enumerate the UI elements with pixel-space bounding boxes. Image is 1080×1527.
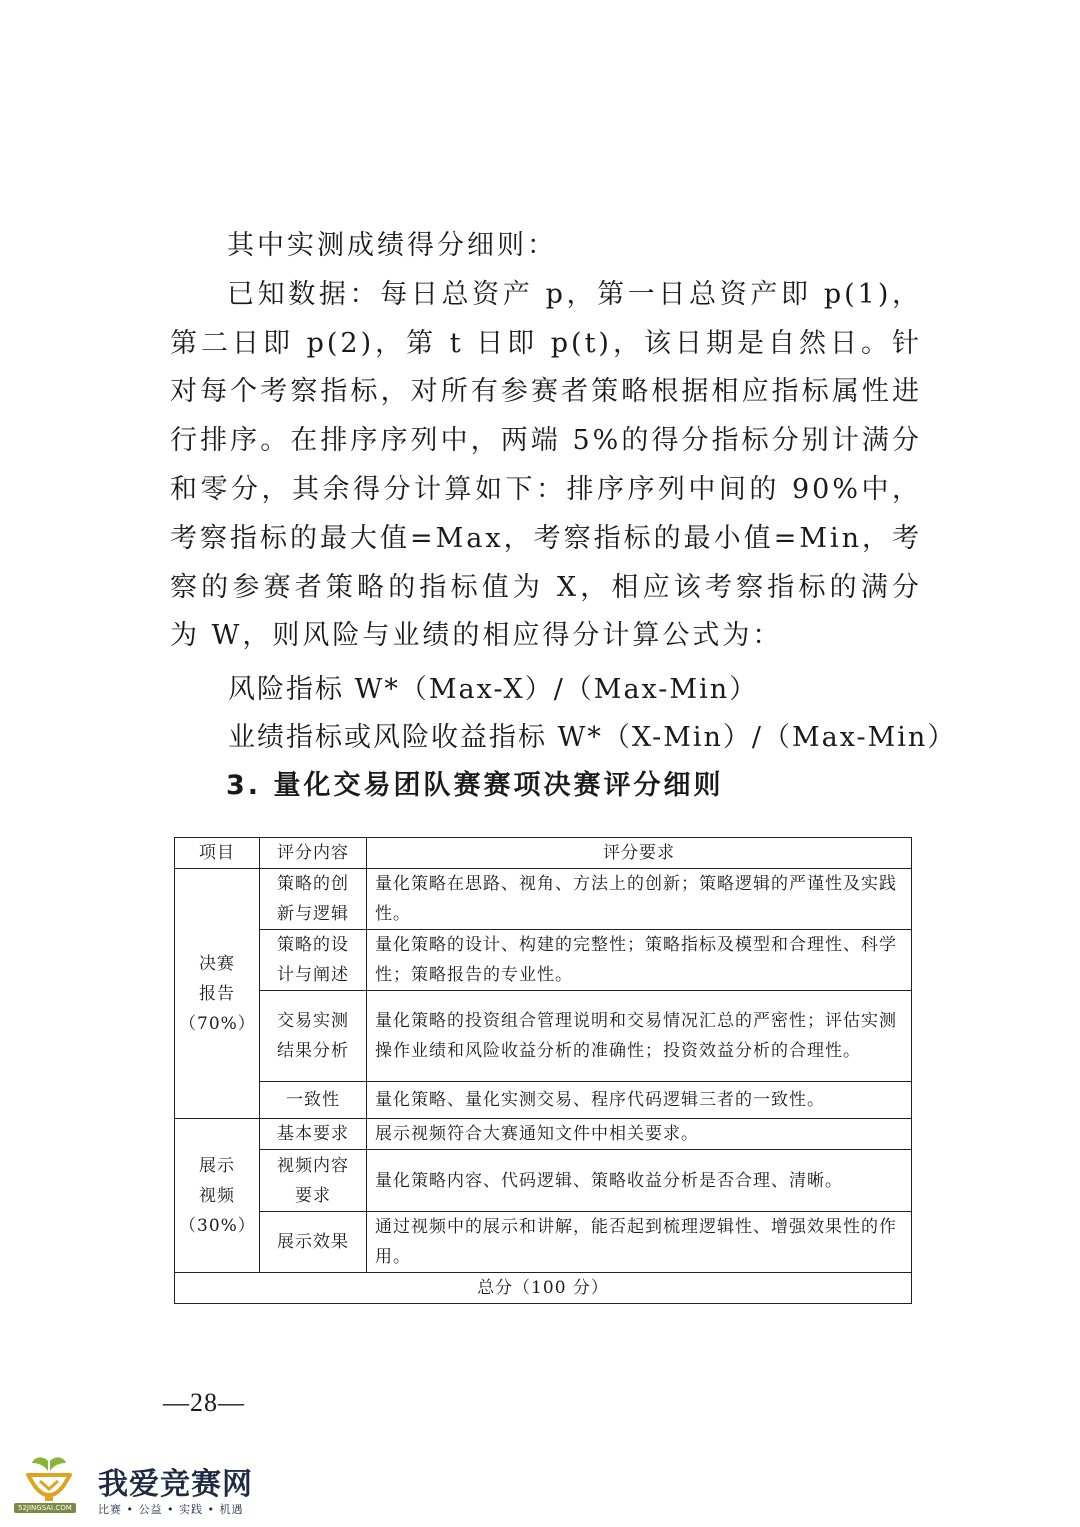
- table-row: [175, 1212, 912, 1273]
- row-content: 视频内容 要求: [260, 1150, 367, 1212]
- site-logo: [14, 1455, 274, 1525]
- row-requirement: 量化策略内容、代码逻辑、策略收益分析是否合理、清晰。: [367, 1150, 912, 1212]
- logo-name: 我爱竞赛网: [98, 1467, 253, 1502]
- header-item: 项目: [175, 838, 260, 869]
- scoring-table: [174, 837, 912, 1304]
- formula-risk-indicator: 风险指标 W*（Max-X）/（Max-Min）: [228, 674, 759, 705]
- row-content: 基本要求: [260, 1119, 367, 1150]
- table-row: [175, 930, 912, 991]
- table-row: [175, 991, 912, 1082]
- row-requirement: 通过视频中的展示和讲解，能否起到梳理逻辑性、增强效果性的作用。: [367, 1212, 912, 1273]
- row-requirement: 量化策略的设计、构建的完整性；策略指标及模型和合理性、科学性；策略报告的专业性。: [367, 930, 912, 991]
- header-content: 评分内容: [260, 838, 367, 869]
- group-demo-video: 展示 视频 （30%）: [175, 1119, 260, 1273]
- header-requirement: 评分要求: [367, 838, 912, 869]
- logo-domain: 52JINGSAI.COM: [14, 1503, 76, 1513]
- logo-slogan: 比赛 • 公益 • 实践 • 机遇: [98, 1503, 244, 1516]
- total-score: 总分（100 分）: [175, 1273, 912, 1304]
- row-content: 策略的设 计与阐述: [260, 930, 367, 991]
- table-row: [175, 1150, 912, 1212]
- table-row: [175, 1082, 912, 1119]
- table-row: [175, 1119, 912, 1150]
- section-heading: 3. 量化交易团队赛赛项决赛评分细则: [226, 770, 724, 801]
- formula-performance-indicator: 业绩指标或风险收益指标 W*（X-Min）/（Max-Min）: [228, 722, 957, 753]
- table-row: [175, 869, 912, 930]
- paragraph-known-data: 已知数据：每日总资产 p，第一日总资产即 p(1)，第二日即 p(2)，第 t 日即 p(t)，该日期是自然日。针对每个考察指标，对所有参赛者策略根据相应指标属性进行排序。在排序序列中，两端 5%的得分指标分别计满分和零分，其余得分计算如下：排序序列中间的 90%中，考察指标的最大值=Max，考察指标的最小值=Min，考察的参赛者策略的指标值为 X，相应该考察指标的满分为 W，则风险与业绩的相应得分计算公式为：: [170, 278, 922, 652]
- row-requirement: 量化策略的投资组合管理说明和交易情况汇总的严密性；评估实测操作业绩和风险收益分析的准确性；投资效益分析的合理性。: [367, 991, 912, 1082]
- table-total-row: [175, 1273, 912, 1304]
- row-content: 策略的创 新与逻辑: [260, 869, 367, 930]
- table-header-row: [175, 838, 912, 869]
- row-requirement: 量化策略在思路、视角、方法上的创新；策略逻辑的严谨性及实践性。: [367, 869, 912, 930]
- row-content: 一致性: [260, 1082, 367, 1119]
- row-requirement: 展示视频符合大赛通知文件中相关要求。: [367, 1119, 912, 1150]
- body-text: [170, 222, 922, 661]
- row-content: 展示效果: [260, 1212, 367, 1273]
- row-requirement: 量化策略、量化实测交易、程序代码逻辑三者的一致性。: [367, 1082, 912, 1119]
- row-content: 交易实测 结果分析: [260, 991, 367, 1082]
- page-number: —28—: [163, 1388, 245, 1417]
- paragraph-scoring-intro: 其中实测成绩得分细则：: [227, 230, 557, 261]
- group-final-report: 决赛 报告 （70%）: [175, 869, 260, 1119]
